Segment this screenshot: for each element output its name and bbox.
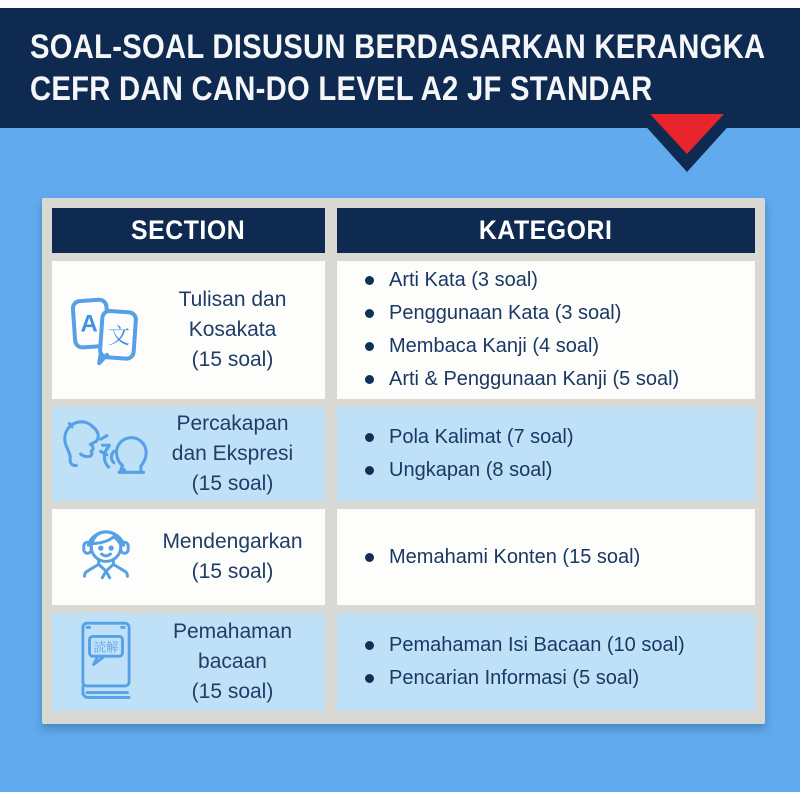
section-cell-percakapan-ekspresi (52, 407, 325, 501)
reading-kanji-dokkai: 読解 (93, 640, 119, 655)
kategori-list (365, 629, 685, 695)
bullet-icon (365, 553, 374, 562)
down-arrow-icon (650, 114, 724, 154)
bullet-icon (365, 309, 374, 318)
section-label: Mendengarkan (15 soal) (162, 530, 303, 583)
page-title (30, 26, 765, 110)
kategori-cell-pemahaman-bacaan (337, 613, 755, 711)
kategori-item: Pencarian Informasi (5 soal) (365, 662, 685, 695)
header-banner (0, 8, 800, 128)
kategori-list (365, 421, 574, 487)
bullet-icon (365, 433, 374, 442)
page-title-line2: CEFR DAN CAN-DO LEVEL A2 JF STANDAR (30, 70, 653, 108)
kategori-item: Arti Kata (3 soal) (365, 264, 679, 297)
bullet-icon (365, 674, 374, 683)
column-header-kategori: KATEGORI (337, 208, 755, 253)
kategori-list (365, 264, 679, 396)
bullet-icon (365, 342, 374, 351)
kategori-item: Pola Kalimat (7 soal) (365, 421, 574, 454)
section-label: Pemahaman bacaan (15 soal) (172, 620, 293, 703)
bullet-icon (365, 466, 374, 475)
conversation-icon (58, 411, 154, 497)
kategori-cell-mendengarkan (337, 509, 755, 605)
section-cell-pemahaman-bacaan (52, 613, 325, 711)
kategori-cell-percakapan-ekspresi (337, 407, 755, 501)
kategori-cell-tulisan-kosakata (337, 261, 755, 399)
kategori-item: Arti & Penggunaan Kanji (5 soal) (365, 363, 679, 396)
page-title-line1: SOAL-SOAL DISUSUN BERDASARKAN KERANGKA (30, 28, 766, 66)
reading-icon (58, 618, 154, 706)
bullet-icon (365, 641, 374, 650)
section-label: Percakapan dan Ekspresi (15 soal) (171, 412, 294, 495)
kategori-list (365, 541, 640, 574)
translate-kanji-bun: 文 (107, 323, 130, 349)
kategori-item: Penggunaan Kata (3 soal) (365, 297, 679, 330)
bullet-icon (365, 375, 374, 384)
kategori-item: Ungkapan (8 soal) (365, 454, 574, 487)
section-kategori-table (42, 198, 765, 724)
section-label: Tulisan dan Kosakata (15 soal) (178, 288, 287, 371)
section-cell-mendengarkan (52, 509, 325, 605)
listening-icon (58, 516, 154, 598)
section-cell-tulisan-kosakata (52, 261, 325, 399)
kategori-item: Memahami Konten (15 soal) (365, 541, 640, 574)
bullet-icon (365, 276, 374, 285)
kategori-item: Pemahaman Isi Bacaan (10 soal) (365, 629, 685, 662)
kategori-item: Membaca Kanji (4 soal) (365, 330, 679, 363)
column-header-section: SECTION (52, 208, 325, 253)
translate-icon (58, 290, 154, 370)
translate-letter-a: A (80, 310, 98, 338)
